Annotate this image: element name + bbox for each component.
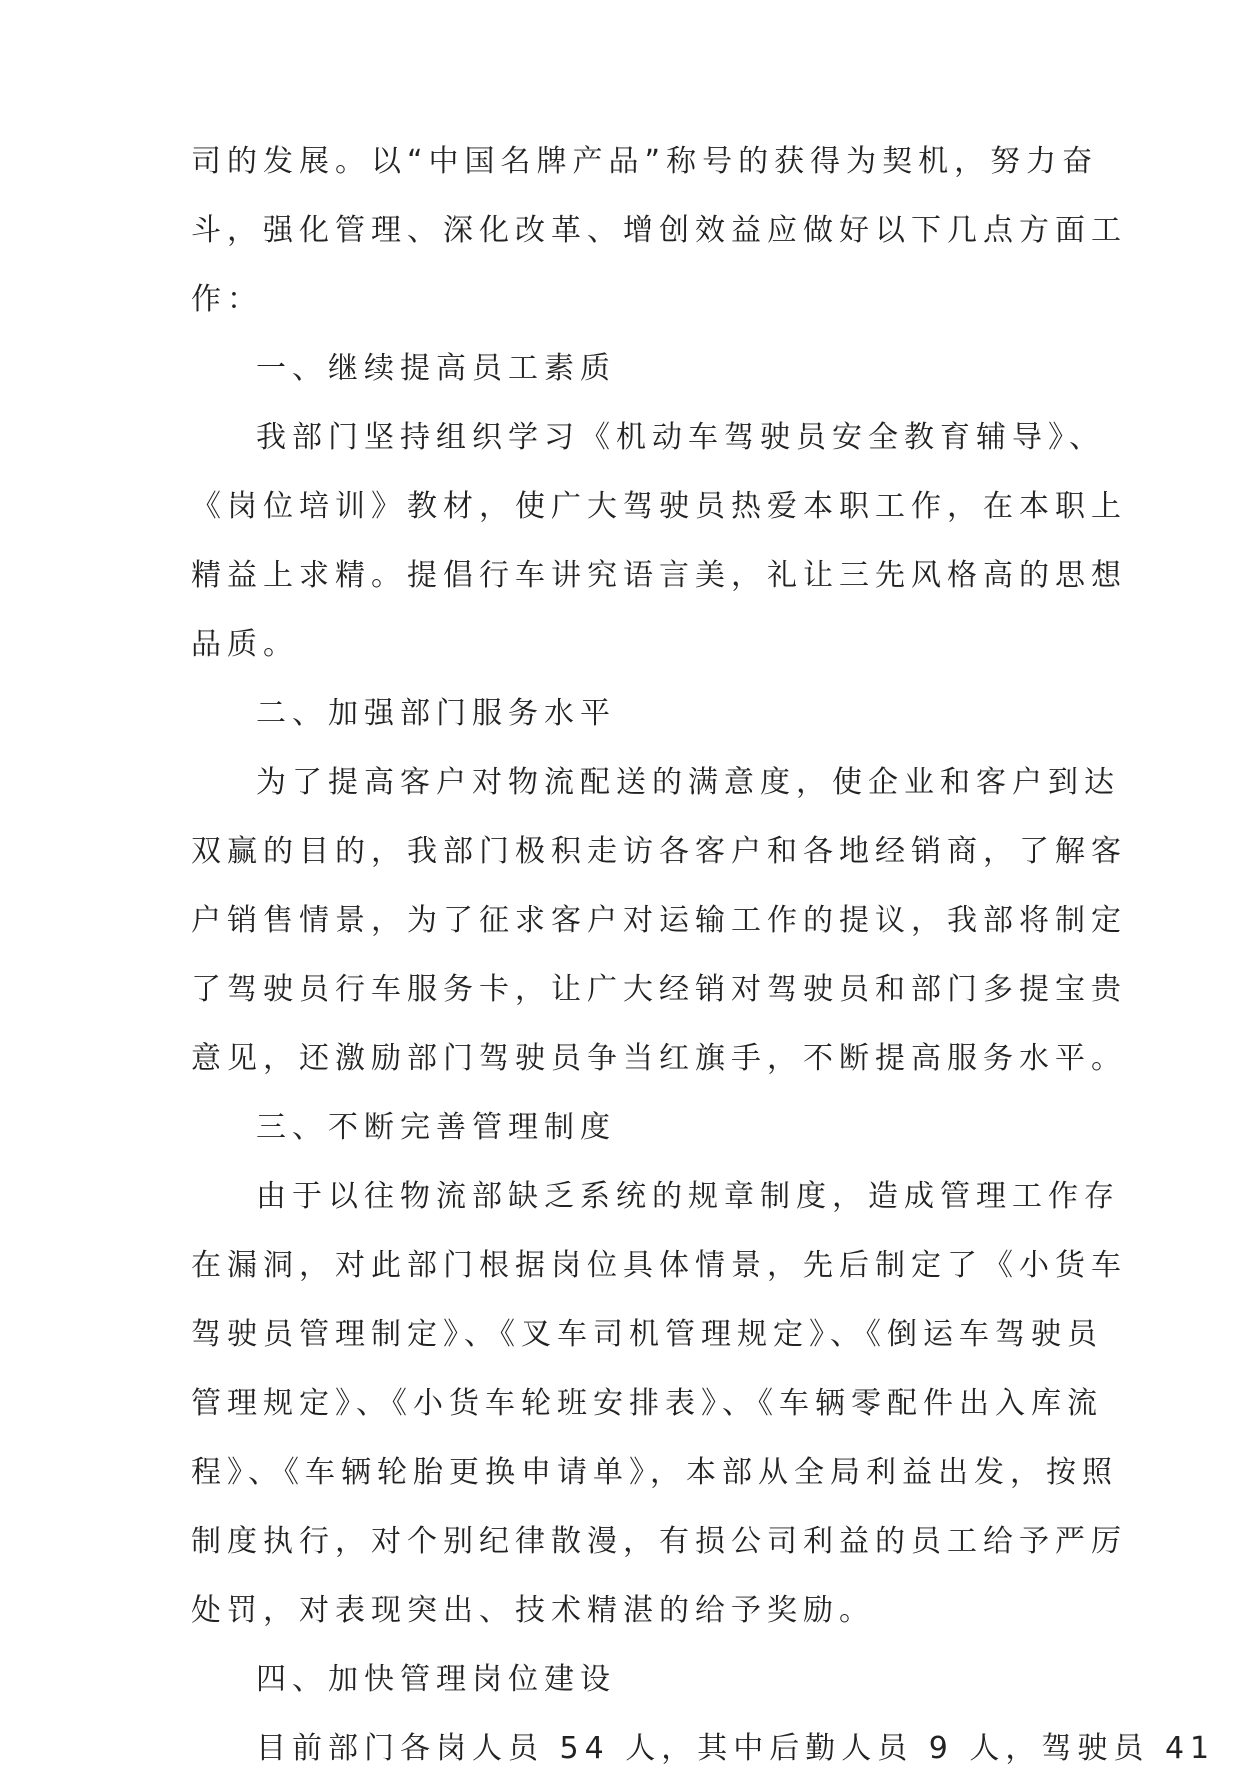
paragraph-line: 户销售情景，为了征求客户对运输工作的提议，我部将制定 (191, 903, 1127, 938)
paragraph-line: 精益上求精。提倡行车讲究语言美，礼让三先风格高的思想 (191, 558, 1127, 593)
paragraph-line: 目前部门各岗人员 54 人，其中后勤人员 9 人，驾驶员 41 (256, 1731, 1216, 1766)
paragraph-line: 在漏洞，对此部门根据岗位具体情景，先后制定了《小货车 (191, 1248, 1127, 1283)
paragraph-line: 双赢的目的，我部门极积走访各客户和各地经销商，了解客 (191, 834, 1127, 869)
paragraph-line: 程》、《车辆轮胎更换申请单》，本部从全局利益出发，按照 (191, 1455, 1118, 1490)
section-heading-2: 二、加强部门服务水平 (256, 696, 616, 731)
paragraph-line: 驾驶员管理制定》、《叉车司机管理规定》、《倒运车驾驶员 (191, 1317, 1103, 1352)
paragraph-line: 管理规定》、《小货车轮班安排表》、《车辆零配件出入库流 (191, 1386, 1103, 1421)
paragraph-line: 了驾驶员行车服务卡，让广大经销对驾驶员和部门多提宝贵 (191, 972, 1127, 1007)
paragraph-line: 司的发展。以“中国名牌产品”称号的获得为契机，努力奋 (191, 144, 1099, 179)
section-heading-1: 一、继续提高员工素质 (256, 351, 616, 386)
section-heading-3: 三、不断完善管理制度 (256, 1110, 616, 1145)
paragraph-line: 制度执行，对个别纪律散漫，有损公司利益的员工给予严厉 (191, 1524, 1127, 1559)
paragraph-line: 作： (191, 282, 263, 317)
paragraph-line: 品质。 (191, 627, 299, 662)
paragraph-line: 斗，强化管理、深化改革、增创效益应做好以下几点方面工 (191, 213, 1127, 248)
paragraph-line: 意见，还激励部门驾驶员争当红旗手，不断提高服务水平。 (191, 1041, 1127, 1076)
section-heading-4: 四、加快管理岗位建设 (256, 1662, 616, 1697)
paragraph-line: 为了提高客户对物流配送的满意度，使企业和客户到达 (256, 765, 1120, 800)
paragraph-line: 我部门坚持组织学习《机动车驾驶员安全教育辅导》、 (256, 420, 1105, 455)
paragraph-line: 《岗位培训》教材，使广大驾驶员热爱本职工作，在本职上 (191, 489, 1127, 524)
paragraph-line: 处罚，对表现突出、技术精湛的给予奖励。 (191, 1593, 875, 1628)
paragraph-line: 由于以往物流部缺乏系统的规章制度，造成管理工作存 (256, 1179, 1120, 1214)
